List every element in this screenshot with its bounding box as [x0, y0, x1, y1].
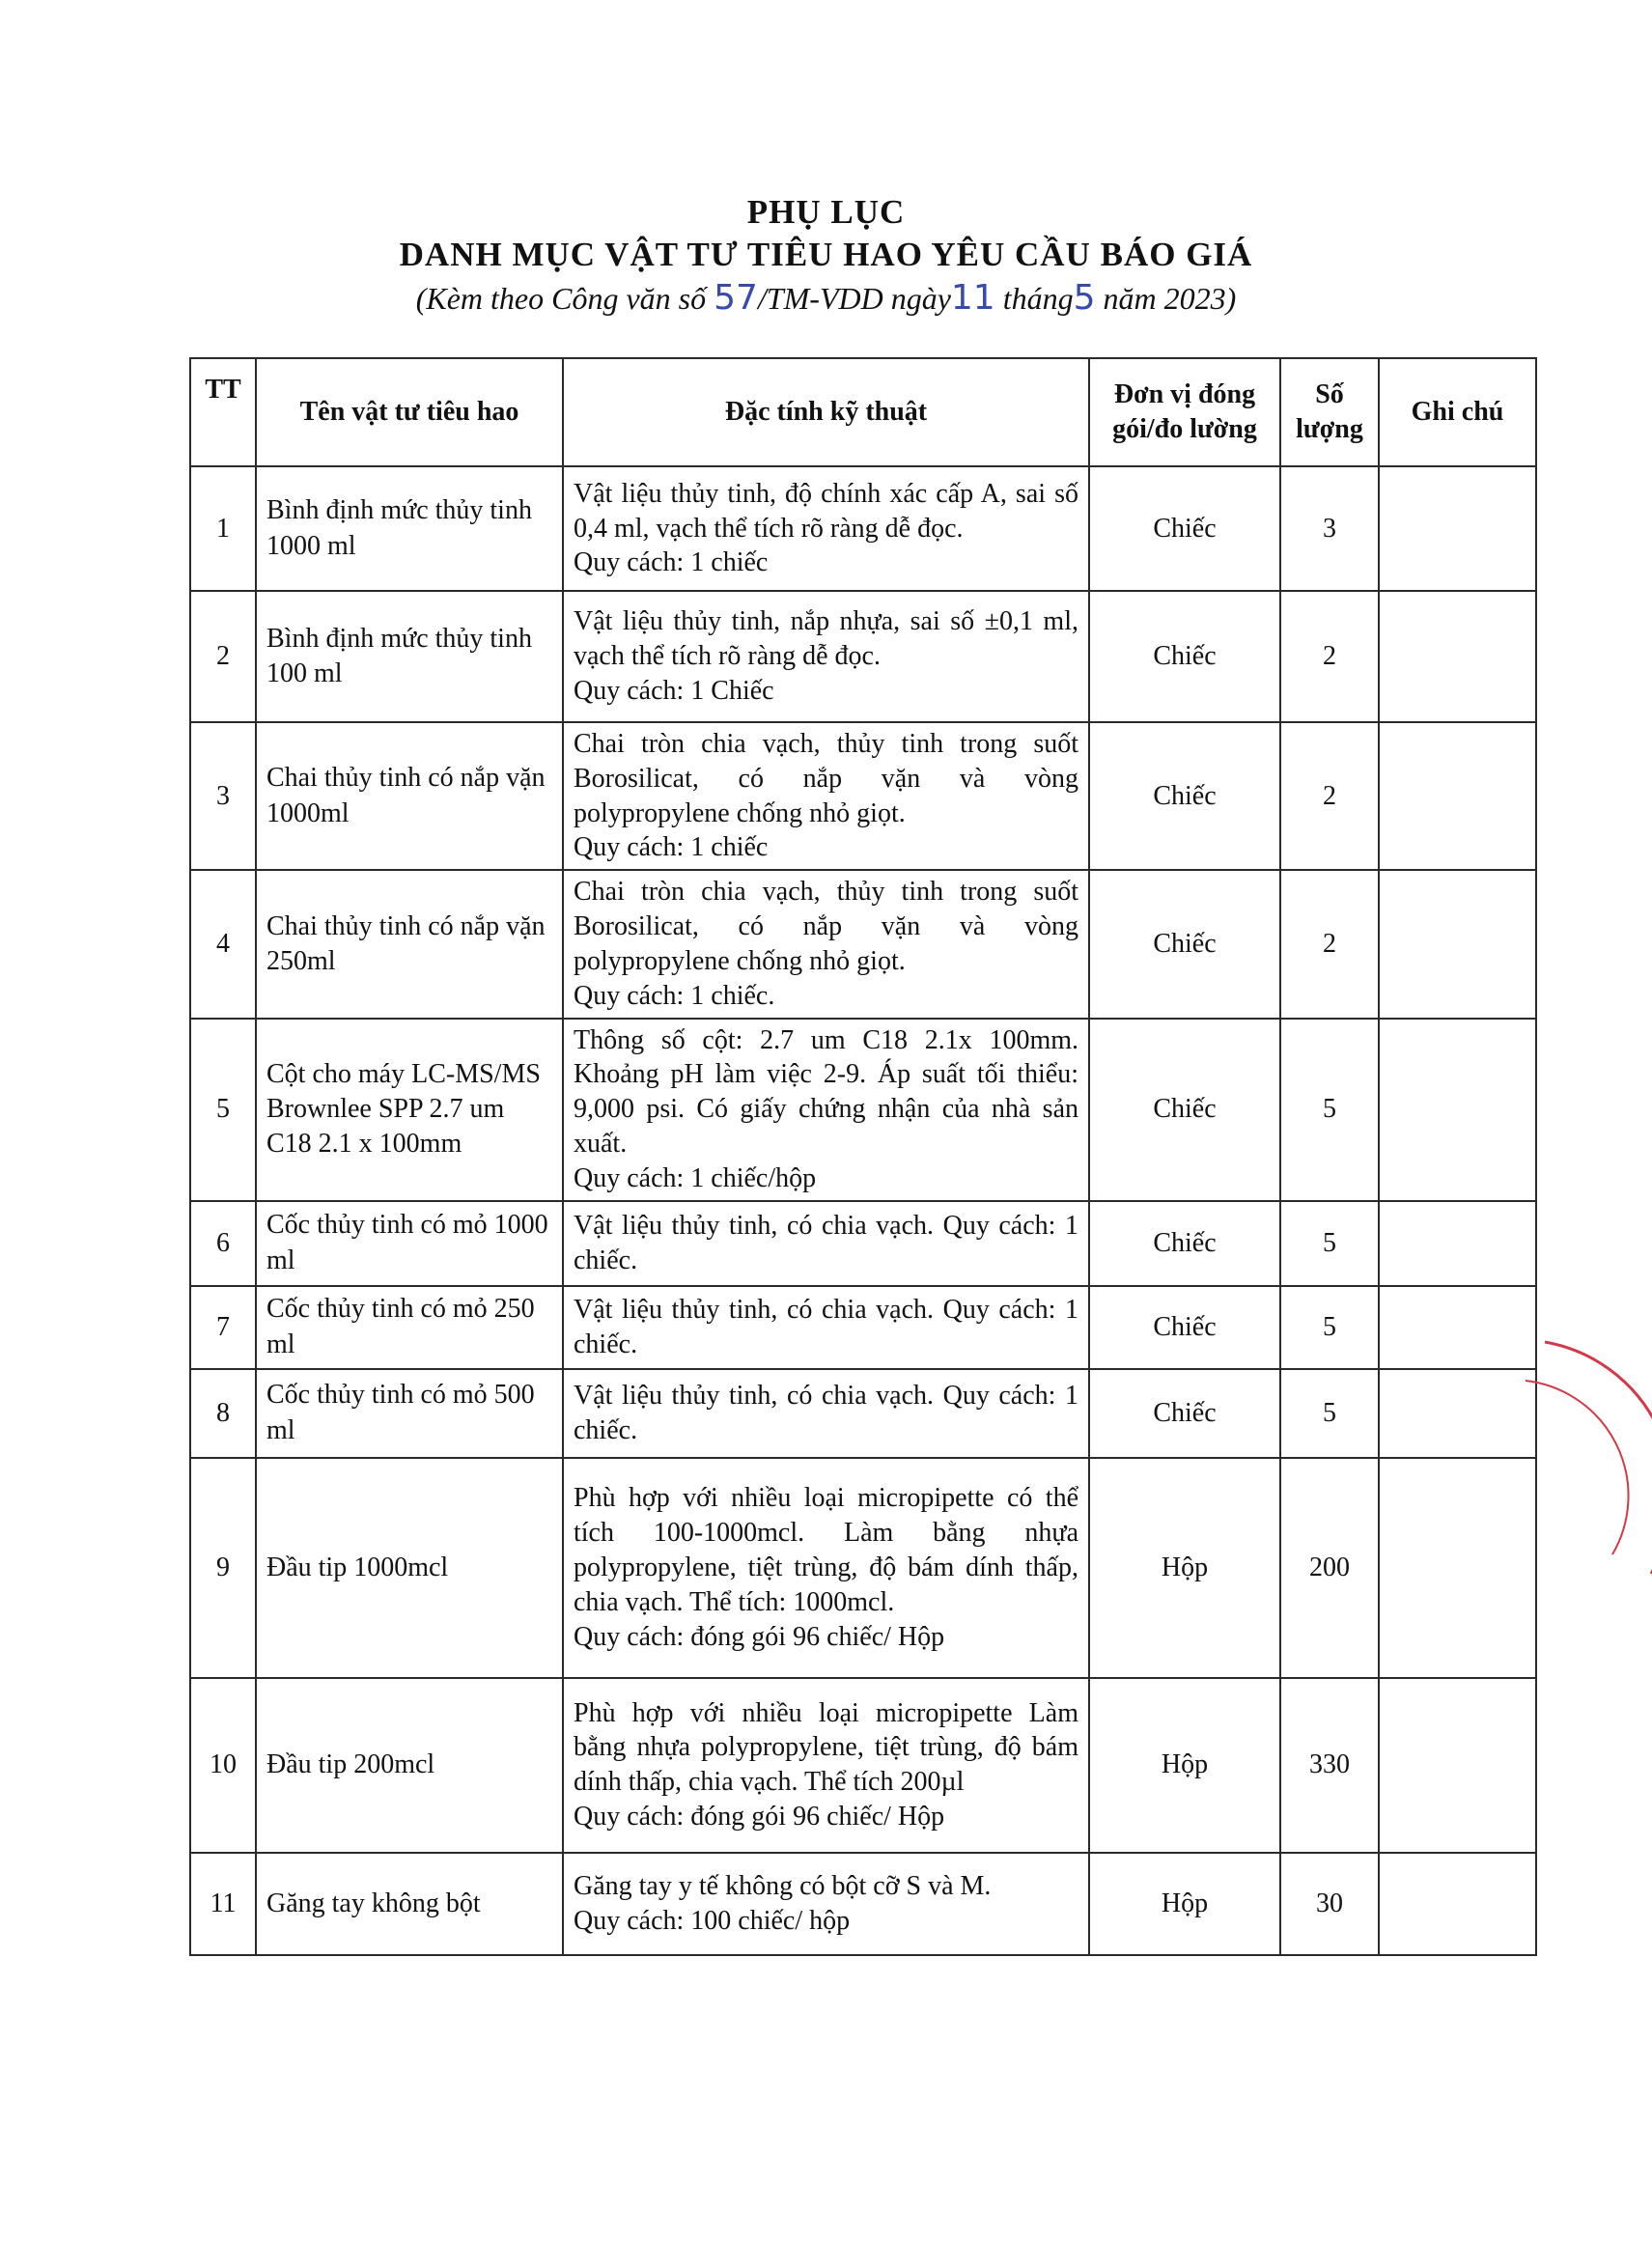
handwritten-month: 5: [1073, 278, 1096, 318]
row-tt: 1: [190, 466, 256, 591]
document-title: DANH MỤC VẬT TƯ TIÊU HAO YÊU CẦU BÁO GIÁ: [399, 236, 1253, 273]
row-spec: [563, 1201, 1089, 1286]
spec-packaging: Quy cách: 1 chiếc: [574, 832, 769, 863]
reference-prefix: (Kèm theo Công văn số: [415, 281, 707, 316]
table-row: [190, 722, 1536, 870]
header-tt: TT: [190, 358, 256, 466]
row-unit: Chiếc: [1089, 1369, 1280, 1458]
supplies-table: [189, 357, 1537, 1956]
stamp-outer-arc: [1545, 1342, 1652, 1574]
row-note: [1379, 1201, 1536, 1286]
spec-text: Vật liệu thủy tinh, nắp nhựa, sai số ±0,1 ml, vạch thể tích rõ ràng dễ đọc.: [574, 606, 1078, 672]
row-note: [1379, 591, 1536, 722]
reference-month-label: tháng: [1002, 281, 1074, 316]
table-row: [190, 1019, 1536, 1201]
row-note: [1379, 722, 1536, 870]
spec-packaging: Quy cách: 100 chiếc/ hộp: [574, 1905, 851, 1936]
row-spec: [563, 591, 1089, 722]
row-note: [1379, 466, 1536, 591]
row-tt: 4: [190, 870, 256, 1018]
row-tt: 2: [190, 591, 256, 722]
table-row: [190, 870, 1536, 1018]
row-qty: 2: [1280, 870, 1379, 1018]
row-unit: Chiếc: [1089, 466, 1280, 591]
row-qty: 200: [1280, 1458, 1379, 1678]
row-note: [1379, 870, 1536, 1018]
row-qty: 5: [1280, 1369, 1379, 1458]
row-name: Đầu tip 1000mcl: [256, 1458, 563, 1678]
row-unit: Hộp: [1089, 1853, 1280, 1955]
row-name: Chai thủy tinh có nắp vặn 1000ml: [256, 722, 563, 870]
spec-packaging: Quy cách: 1 chiếc/hộp: [574, 1162, 817, 1193]
spec-text: Vật liệu thủy tinh, có chia vạch. Quy cách: 1 chiếc.: [574, 1294, 1078, 1359]
row-name: Cốc thủy tinh có mỏ 500 ml: [256, 1369, 563, 1458]
document-reference: [0, 278, 1652, 318]
reference-year: năm 2023): [1103, 281, 1237, 316]
row-tt: 7: [190, 1286, 256, 1369]
table-row: [190, 1458, 1536, 1678]
row-tt: 9: [190, 1458, 256, 1678]
row-spec: [563, 1369, 1089, 1458]
spec-text: Thông số cột: 2.7 um C18 2.1x 100mm. Khoảng pH làm việc 2-9. Áp suất tối thiểu: 9,000 psi. Có giấy chứng nhận của nhà sản xuất.: [574, 1024, 1078, 1160]
handwritten-doc-number: 57: [714, 278, 758, 318]
row-spec: [563, 466, 1089, 591]
table-row: [190, 1286, 1536, 1369]
header-name: Tên vật tư tiêu hao: [256, 358, 563, 466]
row-spec: [563, 1286, 1089, 1369]
table-row: [190, 1853, 1536, 1955]
row-note: [1379, 1019, 1536, 1201]
handwritten-day: 11: [950, 278, 995, 318]
row-spec: [563, 1853, 1089, 1955]
row-tt: 3: [190, 722, 256, 870]
row-qty: 5: [1280, 1019, 1379, 1201]
table-row: [190, 1678, 1536, 1853]
table-row: [190, 591, 1536, 722]
row-name: Găng tay không bột: [256, 1853, 563, 1955]
spec-text: Phù hợp với nhiều loại micropipette có thể tích 100-1000mcl. Làm bằng nhựa polypropylene, tiệt trùng, độ bám dính thấp, chia vạch. Thể tích: 1000mcl.: [574, 1483, 1078, 1617]
header-qty: Số lượng: [1280, 358, 1379, 466]
row-tt: 10: [190, 1678, 256, 1853]
spec-packaging: Quy cách: 1 chiếc: [574, 547, 769, 578]
spec-text: Chai tròn chia vạch, thủy tinh trong suốt Borosilicat, có nắp vặn và vòng polypropylene chống nhỏ giọt.: [574, 729, 1078, 828]
spec-text: Găng tay y tế không có bột cỡ S và M.: [574, 1870, 992, 1901]
row-qty: 3: [1280, 466, 1379, 591]
row-name: Đầu tip 200mcl: [256, 1678, 563, 1853]
spec-packaging: Quy cách: 1 chiếc.: [574, 980, 775, 1011]
row-qty: 2: [1280, 591, 1379, 722]
row-unit: Chiếc: [1089, 1019, 1280, 1201]
row-tt: 5: [190, 1019, 256, 1201]
row-spec: [563, 1678, 1089, 1853]
table-row: [190, 1369, 1536, 1458]
row-qty: 30: [1280, 1853, 1379, 1955]
row-tt: 6: [190, 1201, 256, 1286]
stamp-inner-arc: [1526, 1381, 1629, 1554]
spec-packaging: Quy cách: đóng gói 96 chiếc/ Hộp: [574, 1802, 945, 1832]
row-name: Bình định mức thủy tinh 1000 ml: [256, 466, 563, 591]
header-spec: Đặc tính kỹ thuật: [563, 358, 1089, 466]
row-qty: 5: [1280, 1201, 1379, 1286]
row-note: [1379, 1853, 1536, 1955]
row-name: Cốc thủy tinh có mỏ 250 ml: [256, 1286, 563, 1369]
appendix-title: PHỤ LỤC: [746, 193, 906, 231]
reference-code: /TM-VDD ngày: [757, 281, 951, 316]
row-unit: Hộp: [1089, 1678, 1280, 1853]
spec-text: Vật liệu thủy tinh, có chia vạch. Quy cách: 1 chiếc.: [574, 1210, 1078, 1275]
row-note: [1379, 1678, 1536, 1853]
spec-packaging: Quy cách: 1 Chiếc: [574, 675, 774, 706]
table-header-row: [190, 358, 1536, 466]
row-unit: Chiếc: [1089, 722, 1280, 870]
row-unit: Chiếc: [1089, 591, 1280, 722]
row-name: Chai thủy tinh có nắp vặn 250ml: [256, 870, 563, 1018]
row-name: Bình định mức thủy tinh 100 ml: [256, 591, 563, 722]
header-unit: Đơn vị đóng gói/đo lường: [1089, 358, 1280, 466]
row-unit: Chiếc: [1089, 1201, 1280, 1286]
row-tt: 11: [190, 1853, 256, 1955]
row-qty: 330: [1280, 1678, 1379, 1853]
row-unit: Hộp: [1089, 1458, 1280, 1678]
header-note: Ghi chú: [1379, 358, 1536, 466]
row-name: Cốc thủy tinh có mỏ 1000 ml: [256, 1201, 563, 1286]
row-spec: [563, 1458, 1089, 1678]
table-row: [190, 1201, 1536, 1286]
row-qty: 5: [1280, 1286, 1379, 1369]
row-spec: [563, 1019, 1089, 1201]
row-unit: Chiếc: [1089, 1286, 1280, 1369]
spec-text: Vật liệu thủy tinh, độ chính xác cấp A, sai số 0,4 ml, vạch thể tích rõ ràng dễ đọc.: [574, 478, 1078, 544]
row-tt: 8: [190, 1369, 256, 1458]
spec-text: Phù hợp với nhiều loại micropipette Làm bằng nhựa polypropylene, tiệt trùng, độ bám dính thấp, chia vạch. Thể tích 200µl: [574, 1697, 1078, 1798]
row-spec: [563, 722, 1089, 870]
spec-text: Chai tròn chia vạch, thủy tinh trong suốt Borosilicat, có nắp vặn và vòng polypropylene chống nhỏ giọt.: [574, 877, 1078, 976]
row-unit: Chiếc: [1089, 870, 1280, 1018]
spec-packaging: Quy cách: đóng gói 96 chiếc/ Hộp: [574, 1621, 945, 1652]
row-qty: 2: [1280, 722, 1379, 870]
red-stamp-fragment: [1506, 1323, 1652, 1612]
spec-text: Vật liệu thủy tinh, có chia vạch. Quy cách: 1 chiếc.: [574, 1380, 1078, 1445]
row-spec: [563, 870, 1089, 1018]
row-name: Cột cho máy LC-MS/MS Brownlee SPP 2.7 um C18 2.1 x 100mm: [256, 1019, 563, 1201]
table-row: [190, 466, 1536, 591]
